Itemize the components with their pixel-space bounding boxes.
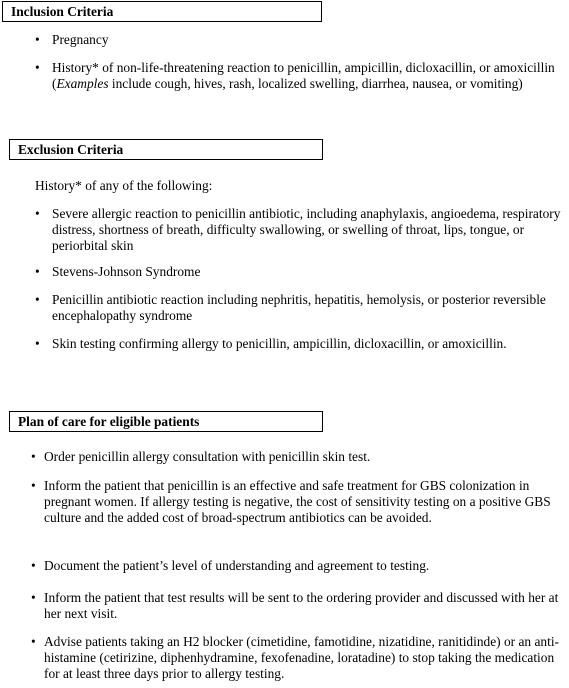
bullet-icon: • [35, 60, 40, 75]
bullet-icon: • [35, 292, 40, 307]
plan-item-document-understanding: Document the patient’s level of understanding and agreement to testing. [44, 558, 430, 573]
bullet-icon: • [35, 206, 40, 221]
exclusion-criteria-header [9, 139, 323, 160]
bullet-icon: • [35, 32, 40, 47]
exclusion-intro: History* of any of the following: [35, 178, 213, 193]
plan-item-order-consultation: Order penicillin allergy consultation with penicillin skin test. [44, 449, 371, 464]
plan-item-inform-effective: Inform the patient that penicillin is an effective and safe treatment for GBS colonization in pregnant women. If allergy testing is negative, the cost of sensitivity testing on a positive GBS culture and the added cost of broad-spectrum antibiotics can be avoided. [44, 478, 551, 525]
inclusion-item-pregnancy-text: Pregnancy [52, 32, 109, 47]
plan-of-care-header [9, 411, 323, 432]
plan-of-care-title: Plan of care for eligible patients [18, 414, 200, 429]
inclusion-criteria-title: Inclusion Criteria [11, 4, 114, 19]
inclusion-criteria-header [2, 1, 322, 22]
exclusion-item-skin-testing: Skin testing confirming allergy to penicillin, ampicillin, dicloxacillin, or amoxicillin. [52, 336, 507, 351]
exclusion-item-sjs: Stevens-Johnson Syndrome [52, 264, 201, 279]
bullet-icon: • [31, 449, 36, 464]
plan-item-inform-results: Inform the patient that test results will be sent to the ordering provider and discussed with her at her next visit. [44, 590, 559, 621]
bullet-icon: • [31, 558, 36, 573]
plan-item-advise-h2-blocker: Advise patients taking an H2 blocker (cimetidine, famotidine, nizatidine, ranitidinde) or an anti-histamine (cetirizine, diphenhydramine, fexofenadine, loratadine) to stop taking the medication for at least three days prior to allergy testing. [44, 634, 560, 681]
exclusion-criteria-title: Exclusion Criteria [18, 142, 124, 157]
bullet-icon: • [31, 590, 36, 605]
inclusion-item-pregnancy [35, 32, 40, 48]
inclusion-item-history-text: History* of non-life-threatening reaction to penicillin, ampicillin, dicloxacillin, or amoxicillin (Examples include cough, hives, rash, localized swelling, diarrhea, nausea, or vomiting) [52, 60, 555, 91]
bullet-icon: • [31, 478, 36, 493]
exclusion-item-penicillin-reaction: Penicillin antibiotic reaction including nephritis, hepatitis, hemolysis, or posterior reversible encephalopathy syndrome [52, 292, 546, 323]
bullet-icon: • [31, 634, 36, 649]
exclusion-item-severe-reaction: Severe allergic reaction to penicillin antibiotic, including anaphylaxis, angioedema, respiratory distress, shortness of breath, difficulty swallowing, or swelling of throat, lips, tongue, or periorbital skin [52, 206, 561, 253]
inclusion-item-history [35, 60, 40, 76]
bullet-icon: • [35, 264, 40, 279]
bullet-icon: • [35, 336, 40, 351]
